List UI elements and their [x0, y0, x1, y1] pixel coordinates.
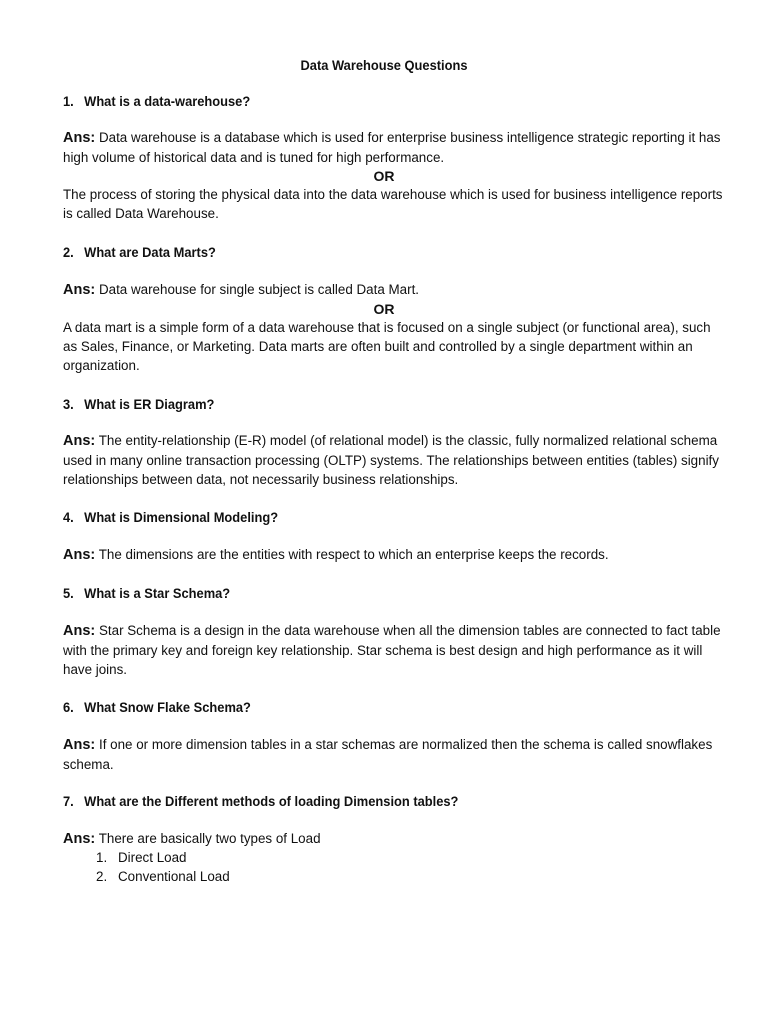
answer-2-alternative: A data mart is a simple form of a data warehouse that is focused on a single subject (or functional area), such as Sales, Finance, or Marketing. Data marts are often built and controlled by a single department within an organization. — [63, 320, 711, 373]
answer-text: There are basically two types of Load — [98, 831, 321, 846]
question-number: 5. — [63, 585, 74, 601]
answer-7 — [63, 829, 723, 849]
list-item-number: 2. — [96, 869, 108, 884]
question-3 — [63, 395, 214, 413]
list-item — [96, 848, 230, 867]
ans-label: Ans: — [63, 433, 96, 449]
list-item — [96, 867, 230, 886]
question-text: What is Dimensional Modeling? — [84, 509, 279, 525]
ans-label: Ans: — [63, 547, 96, 563]
answer-2 — [63, 280, 723, 300]
question-text: What is a Star Schema? — [84, 585, 231, 601]
answer-text: The entity-relationship (E-R) model (of relational model) is the classic, fully normalized relational schema used in many online transaction processing (OLTP) systems. The relationships between entities (tables) signify relationships between data, not necessarily business relationships. — [63, 433, 719, 487]
question-text: What are Data Marts? — [84, 244, 216, 260]
answer-text: The dimensions are the entities with respect to which an enterprise keeps the records. — [98, 547, 609, 562]
question-number: 1. — [63, 93, 74, 109]
question-number: 2. — [63, 244, 74, 260]
answer-5 — [63, 621, 723, 679]
question-number: 7. — [63, 793, 74, 809]
question-5 — [63, 584, 230, 602]
question-1 — [63, 92, 250, 110]
question-text: What are the Different methods of loading Dimension tables? — [84, 793, 459, 809]
document-title: Data Warehouse Questions — [300, 57, 468, 73]
ans-label: Ans: — [63, 130, 96, 146]
answer-text: If one or more dimension tables in a star schemas are normalized then the schema is called snowflakes schema. — [63, 737, 713, 772]
ans-label: Ans: — [63, 831, 96, 847]
ans-label: Ans: — [63, 282, 96, 298]
answer-1 — [63, 128, 723, 167]
answer-6 — [63, 735, 723, 774]
or-separator: OR — [373, 168, 395, 184]
list-item-number: 1. — [96, 850, 108, 865]
answer-3 — [63, 431, 723, 489]
question-number: 6. — [63, 699, 74, 715]
question-7 — [63, 792, 458, 810]
question-2 — [63, 243, 216, 261]
answer-text: Data warehouse for single subject is called Data Mart. — [98, 282, 420, 297]
question-text: What Snow Flake Schema? — [84, 699, 251, 715]
answer-1-alternative: The process of storing the physical data into the data warehouse which is used for business intelligence reports is called Data Warehouse. — [63, 187, 723, 221]
or-separator: OR — [373, 301, 395, 317]
list-item-text: Direct Load — [118, 850, 187, 865]
question-text: What is a data-warehouse? — [84, 93, 251, 109]
question-number: 3. — [63, 396, 74, 412]
question-6 — [63, 698, 251, 716]
question-4 — [63, 508, 278, 526]
question-text: What is ER Diagram? — [84, 396, 215, 412]
load-types-list — [96, 848, 230, 886]
answer-text: Star Schema is a design in the data warehouse when all the dimension tables are connected to fact table with the primary key and foreign key relationship. Star schema is best design and high performance as it will have joins. — [63, 623, 721, 677]
question-number: 4. — [63, 509, 74, 525]
answer-4 — [63, 545, 723, 565]
ans-label: Ans: — [63, 623, 96, 639]
ans-label: Ans: — [63, 737, 96, 753]
list-item-text: Conventional Load — [118, 869, 230, 884]
answer-text: Data warehouse is a database which is used for enterprise business intelligence strategic reporting it has high volume of historical data and is tuned for high performance. — [63, 130, 721, 165]
